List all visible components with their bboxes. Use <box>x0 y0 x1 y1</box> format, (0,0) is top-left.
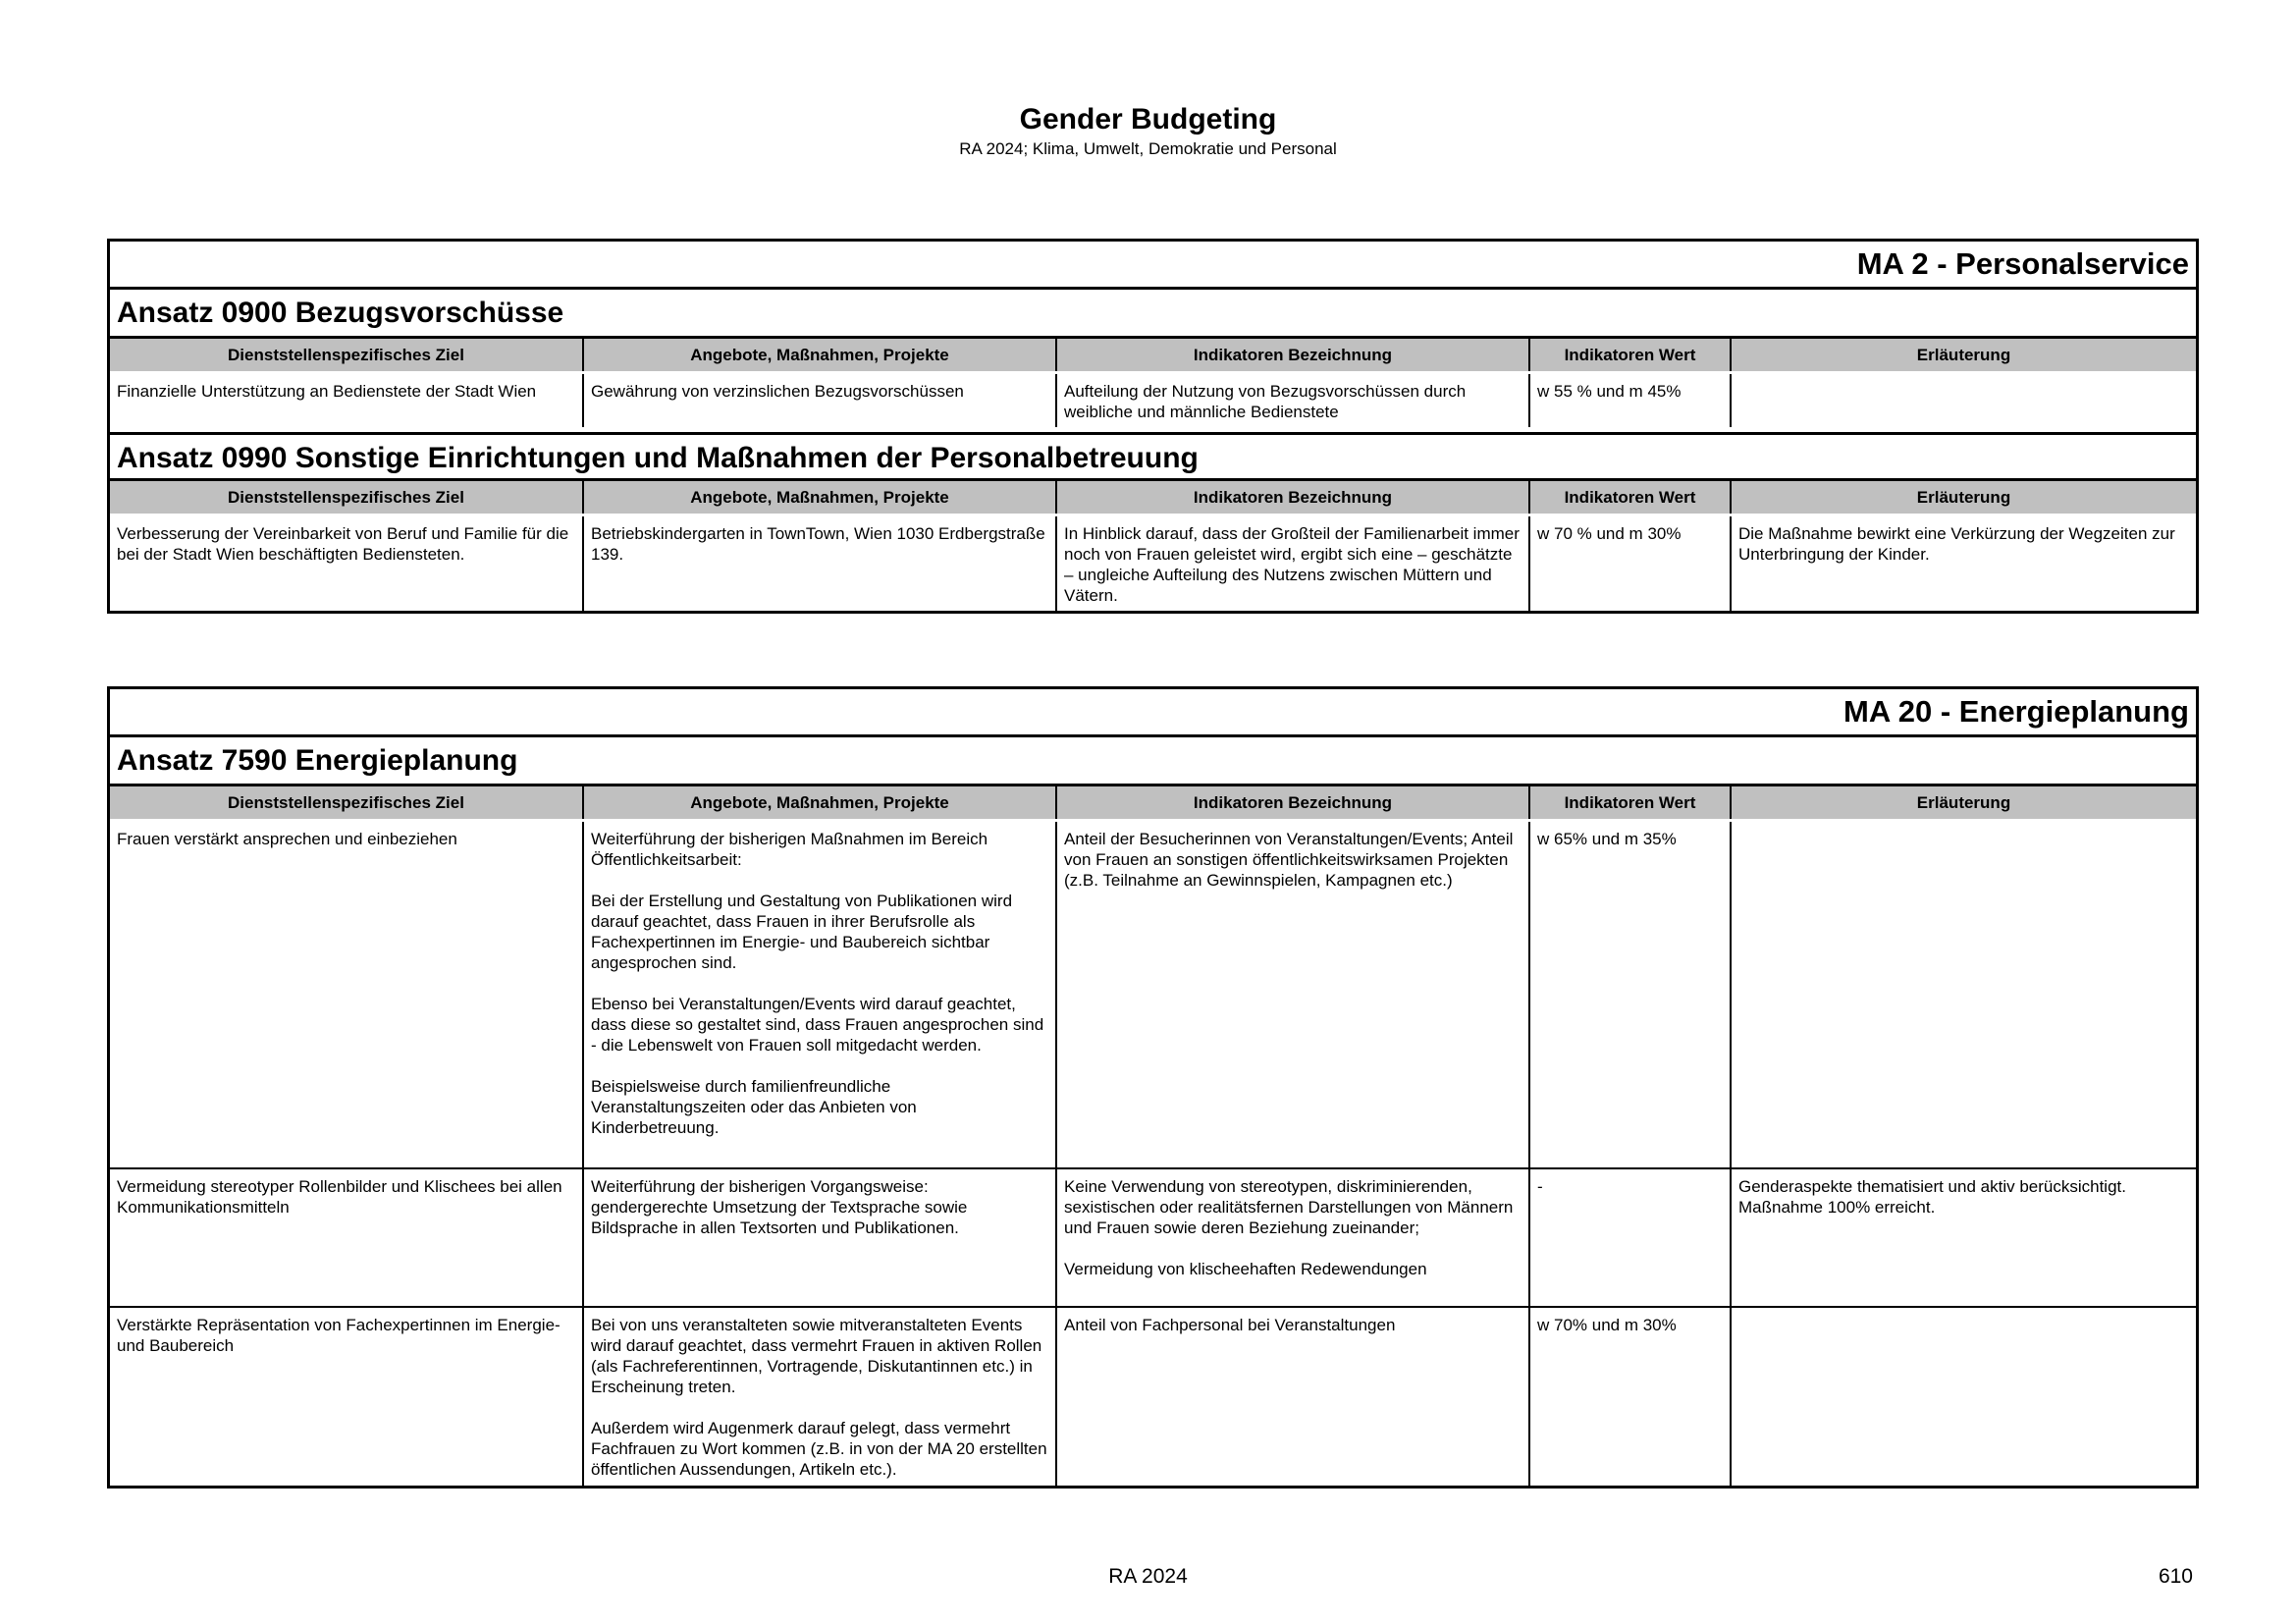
cell-erlaeuterung <box>1731 1307 2196 1486</box>
column-header: Indikatoren Bezeichnung <box>1056 786 1529 821</box>
cell-wert: w 55 % und m 45% <box>1529 373 1731 428</box>
column-header: Indikatoren Wert <box>1529 786 1731 821</box>
cell-indikator: Anteil der Besucherinnen von Veranstaltungen/Events; Anteil von Frauen an sonstigen öffentlichkeitswirksamen Projekten (z.B. Teilnahme an Gewinnspielen, Kampagnen etc.) <box>1056 821 1529 1168</box>
section-title: Ansatz 0990 Sonstige Einrichtungen und Maßnahmen der Personalbetreuung <box>110 432 2196 481</box>
cell-erlaeuterung: Die Maßnahme bewirkt eine Verkürzung der Wegzeiten zur Unterbringung der Kinder. <box>1738 524 2175 564</box>
cell-ziel: Verbesserung der Vereinbarkeit von Beruf und Familie für die bei der Stadt Wien beschäftigten Bediensteten. <box>110 515 583 612</box>
table-row <box>110 1168 2196 1307</box>
cell-angebote: Weiterführung der bisherigen Maßnahmen im Bereich Öffentlichkeitsarbeit: Bei der Erstellung und Gestaltung von Publikationen wird darauf geachtet, dass Frauen in ihrer Berufsrolle als Fachexpertinnen im Energie- und Baubereich sichtbar angesprochen sind. Ebenso bei Veranstaltungen/Events wird darauf geachtet, dass diese so gestaltet sind, dass Frauen angesprochen sind - die Lebenswelt von Frauen soll mitgedacht werden. Beispielsweise durch familienfreundliche Veranstaltungszeiten oder das Anbieten von Kinderbetreuung. <box>583 821 1056 1168</box>
cell-indikator: Aufteilung der Nutzung von Bezugsvorschüssen durch weibliche und männliche Bedienstete <box>1056 373 1529 428</box>
section-title: Ansatz 0900 Bezugsvorschüsse <box>110 290 2196 339</box>
column-header: Indikatoren Wert <box>1529 481 1731 515</box>
column-header: Angebote, Maßnahmen, Projekte <box>583 481 1056 515</box>
column-header: Angebote, Maßnahmen, Projekte <box>583 786 1056 821</box>
page-header <box>0 101 2296 160</box>
table-header-row <box>110 786 2196 821</box>
cell-ziel: Verstärkte Repräsentation von Fachexpertinnen im Energie- und Baubereich <box>110 1307 583 1486</box>
column-header: Dienststellenspezifisches Ziel <box>110 786 583 821</box>
page-title: Gender Budgeting <box>1019 103 1277 135</box>
cell-indikator: Keine Verwendung von stereotypen, diskriminierenden, sexistischen oder realitätsfernen Darstellungen von Männern und Frauen sowie deren Beziehung zueinander; Vermeidung von klischeehaften Redewendungen <box>1056 1168 1529 1307</box>
column-header: Erläuterung <box>1731 786 2196 821</box>
cell-ziel: Frauen verstärkt ansprechen und einbeziehen <box>110 821 583 1168</box>
cell-angebote: Weiterführung der bisherigen Vorgangsweise: gendergerechte Umsetzung der Textsprache sowie Bildsprache in allen Textsorten und Publikationen. <box>583 1168 1056 1307</box>
department-title: MA 2 - Personalservice <box>110 242 2196 290</box>
column-header: Angebote, Maßnahmen, Projekte <box>583 339 1056 373</box>
page-number: 610 <box>2158 1565 2193 1588</box>
page-subtitle: RA 2024; Klima, Umwelt, Demokratie und Personal <box>959 139 1337 158</box>
section-title: Ansatz 7590 Energieplanung <box>110 737 2196 786</box>
column-header: Indikatoren Bezeichnung <box>1056 339 1529 373</box>
department-title: MA 20 - Energieplanung <box>110 689 2196 737</box>
cell-erlaeuterung: Genderaspekte thematisiert und aktiv berücksichtigt. Maßnahme 100% erreicht. <box>1731 1168 2196 1307</box>
cell-erlaeuterung <box>1731 373 2196 428</box>
cell-ziel: Vermeidung stereotyper Rollenbilder und Klischees bei allen Kommunikationsmitteln <box>110 1168 583 1307</box>
table-header-row <box>110 339 2196 373</box>
column-header: Erläuterung <box>1731 481 2196 515</box>
budget-table <box>110 481 2196 611</box>
cell-angebote: Bei von uns veranstalteten sowie mitveranstalteten Events wird darauf geachtet, dass vermehrt Frauen in aktiven Rollen (als Fachreferentinnen, Vortragende, Diskutantinnen etc.) in Erscheinung treten. Außerdem wird Augenmerk darauf gelegt, dass vermehrt Fachfrauen zu Wort kommen (z.B. in von der MA 20 erstellten öffentlichen Aussendungen, Artikeln etc.). <box>583 1307 1056 1486</box>
table-row <box>110 373 2196 428</box>
budget-table <box>110 339 2196 427</box>
cell-wert: w 70% und m 30% <box>1529 1307 1731 1486</box>
cell-ziel: Finanzielle Unterstützung an Bedienstete der Stadt Wien <box>110 373 583 428</box>
cell-wert: w 70 % und m 30% <box>1529 515 1731 612</box>
table-row <box>110 1307 2196 1486</box>
column-header: Indikatoren Wert <box>1529 339 1731 373</box>
cell-indikator: In Hinblick darauf, dass der Großteil der Familienarbeit immer noch von Frauen geleistet wird, ergibt sich eine – geschätzte – ungleiche Aufteilung des Nutzens zwischen Müttern und Vätern. <box>1056 515 1529 612</box>
cell-indikator: Anteil von Fachpersonal bei Veranstaltungen <box>1056 1307 1529 1486</box>
table-row <box>110 821 2196 1168</box>
cell-wert: w 65% und m 35% <box>1529 821 1731 1168</box>
column-header: Dienststellenspezifisches Ziel <box>110 481 583 515</box>
column-header: Dienststellenspezifisches Ziel <box>110 339 583 373</box>
footer-label: RA 2024 <box>1108 1565 1188 1588</box>
table-row <box>110 515 2196 612</box>
cell-angebote: Gewährung von verzinslichen Bezugsvorschüssen <box>583 373 1056 428</box>
column-header: Erläuterung <box>1731 339 2196 373</box>
column-header: Indikatoren Bezeichnung <box>1056 481 1529 515</box>
cell-wert: - <box>1529 1168 1731 1307</box>
cell-erlaeuterung <box>1731 821 2196 1168</box>
budget-table <box>110 786 2196 1486</box>
cell-angebote: Betriebskindergarten in TownTown, Wien 1030 Erdbergstraße 139. <box>583 515 1056 612</box>
department-block-ma20 <box>107 686 2199 1489</box>
table-header-row <box>110 481 2196 515</box>
department-block-ma2 <box>107 239 2199 614</box>
